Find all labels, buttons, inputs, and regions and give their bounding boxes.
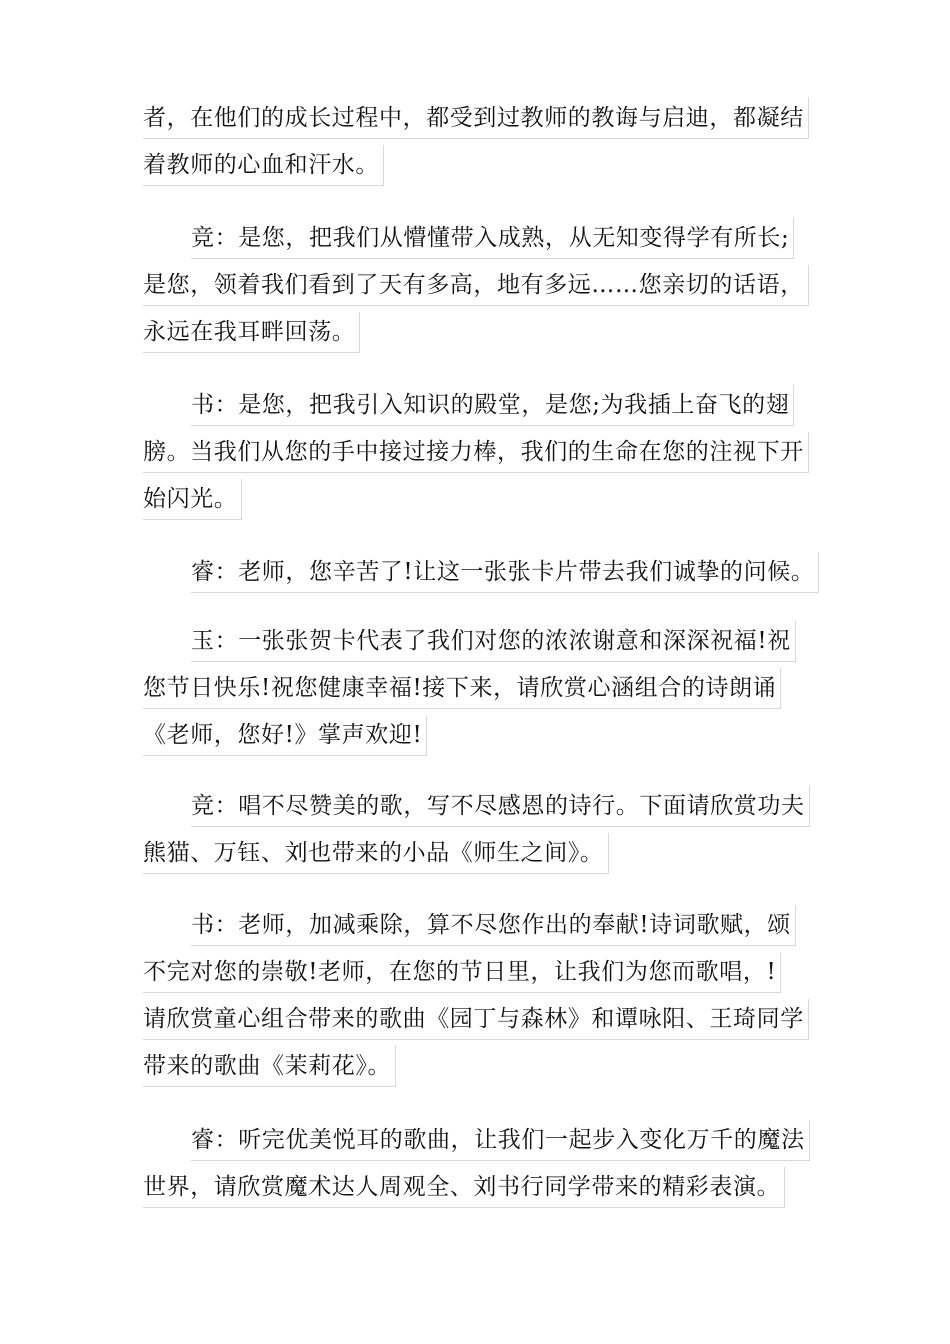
text-line bbox=[143, 715, 815, 762]
paragraph-7 bbox=[143, 905, 815, 1093]
line-text: 者，在他们的成长过程中，都受到过教师的教诲与启迪，都凝结 bbox=[143, 98, 809, 139]
text-line bbox=[143, 621, 815, 668]
paragraph-3 bbox=[143, 385, 815, 526]
line-text: 睿：老师，您辛苦了!让这一张张卡片带去我们诚挚的问候。 bbox=[191, 552, 819, 593]
line-text: 竞：唱不尽赞美的歌，写不尽感恩的诗行。下面请欣赏功夫 bbox=[191, 786, 810, 827]
text-line bbox=[143, 265, 815, 312]
text-line bbox=[143, 218, 815, 265]
text-line bbox=[143, 952, 815, 999]
text-line bbox=[143, 786, 815, 833]
paragraph-6 bbox=[143, 786, 815, 880]
line-text: 不完对您的崇敬!老师，在您的节日里，让我们为您而歌唱，! bbox=[143, 952, 781, 993]
text-line bbox=[143, 552, 815, 599]
line-text: 睿：听完优美悦耳的歌曲，让我们一起步入变化万千的魔法 bbox=[191, 1120, 810, 1161]
line-text: 书：老师，加减乘除，算不尽您作出的奉献!诗词歌赋，颂 bbox=[191, 905, 796, 946]
line-text: 《老师，您好!》掌声欢迎! bbox=[143, 715, 427, 756]
line-text: 书：是您，把我引入知识的殿堂，是您;为我插上奋飞的翅 bbox=[191, 385, 794, 426]
text-line bbox=[143, 1046, 815, 1093]
line-text: 永远在我耳畔回荡。 bbox=[143, 312, 360, 353]
text-line bbox=[143, 1167, 815, 1214]
paragraph-1 bbox=[143, 98, 815, 192]
text-line bbox=[143, 905, 815, 952]
text-line bbox=[143, 1120, 815, 1167]
paragraph-4 bbox=[143, 552, 815, 599]
line-text: 带来的歌曲《茉莉花》。 bbox=[143, 1046, 396, 1087]
line-text: 熊猫、万钰、刘也带来的小品《师生之间》。 bbox=[143, 833, 609, 874]
paragraph-8 bbox=[143, 1120, 815, 1214]
text-line bbox=[143, 145, 815, 192]
line-text: 竞：是您，把我们从懵懂带入成熟，从无知变得学有所长; bbox=[191, 218, 794, 259]
text-line bbox=[143, 479, 815, 526]
line-text: 世界，请欣赏魔术达人周观全、刘书行同学带来的精彩表演。 bbox=[143, 1167, 785, 1208]
text-line bbox=[143, 833, 815, 880]
line-text: 玉：一张张贺卡代表了我们对您的浓浓谢意和深深祝福!祝 bbox=[191, 621, 796, 662]
line-text: 您节日快乐!祝您健康幸福!接下来，请欣赏心涵组合的诗朗诵 bbox=[143, 668, 781, 709]
text-line bbox=[143, 999, 815, 1046]
text-line bbox=[143, 98, 815, 145]
line-text: 请欣赏童心组合带来的歌曲《园丁与森林》和谭咏阳、王琦同学 bbox=[143, 999, 809, 1040]
text-line bbox=[143, 385, 815, 432]
line-text: 膀。当我们从您的手中接过接力棒，我们的生命在您的注视下开 bbox=[143, 432, 809, 473]
text-line bbox=[143, 432, 815, 479]
line-text: 始闪光。 bbox=[143, 479, 242, 520]
line-text: 是您，领着我们看到了天有多高，地有多远……您亲切的话语， bbox=[143, 265, 809, 306]
text-line bbox=[143, 668, 815, 715]
paragraph-5 bbox=[143, 621, 815, 762]
line-text: 着教师的心血和汗水。 bbox=[143, 145, 384, 186]
paragraph-2 bbox=[143, 218, 815, 359]
text-line bbox=[143, 312, 815, 359]
